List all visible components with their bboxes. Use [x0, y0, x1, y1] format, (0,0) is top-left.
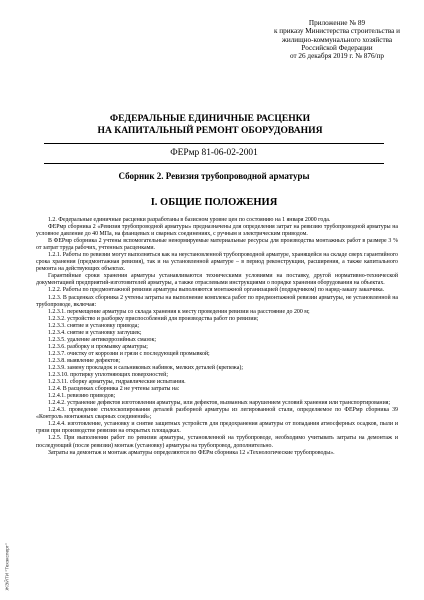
paragraph: В ФЕРмр сборника 2 учтены вспомогательные ненормируемые материальные ресурсы для производства монтажных работ в размере 3 % от затрат труда рабочих, учтенных расценками.: [36, 238, 398, 252]
divider-middle: [44, 163, 384, 164]
paragraph: Гарантийные сроки хранения арматуры устанавливаются техническими условиями на поставку, другой нормативно-технической документацией предприятий-изготовителей арматуры, а также отраслевыми инструкциями о порядке хранения оборудования на объектах.: [36, 273, 398, 287]
paragraph: 1.2.3.6. разборку и промывку арматуры;: [48, 343, 148, 350]
paragraph: 1.2.3.10. протирку уплотняющих поверхностей;: [48, 372, 168, 379]
paragraph: 1.2.4.1. ревизию приводов;: [48, 393, 116, 400]
paragraph: 1.2.3. В расценках сборника 2 учтены затраты на выполнение комплекса работ по предмонтажной ревизии арматуры, не установленной на трубопроводе, включая:: [36, 294, 398, 308]
paragraph: 1.2.3.7. очистку от коррозии и грязи с последующей промывкой;: [48, 350, 210, 357]
paragraph: 1.2.4. В расценках сборника 2 не учтены затраты на:: [48, 386, 180, 393]
paragraph: 1.2.3.5. удаление антикоррозийных смазок;: [48, 336, 156, 343]
side-watermark: [3, 505, 11, 595]
paragraph: ФЕРмр сборника 2 «Ревизия трубопроводной арматуры» предназначены для определения затрат на ревизию трубопроводной арматуры на условное давление до 40 МПа, на фланцевых и сварных соединениях, с ручным и электрическим приводом.: [36, 224, 398, 238]
appendix-line: к приказу Министерства строительства и: [273, 27, 400, 36]
document-code: ФЕРмр 81-06-02-2001: [170, 148, 258, 158]
appendix-line: Приложение № 89: [308, 19, 366, 27]
title-line-2: НА КАПИТАЛЬНЫЙ РЕМОНТ ОБОРУДОВАНИЯ: [97, 124, 323, 136]
paragraph: 1.2.1. Работы по ревизии могут выполняться как на неустановленной трубопроводной арматуре, хранящейся на складе сверх гарантийного срока хранения (предмонтажная ревизия), так и на установленной арматуре – в период реконструкции, расширения, а также капитального ремонта на действующих объектах.: [36, 252, 398, 273]
divider-top: [44, 143, 384, 144]
appendix-block: [262, 19, 412, 60]
paragraph: 1.2.4.4. изготовление, установку и снятие защитных устройств для предохранения арматуры от попадания атмосферных осадков, пыли и грязи при производстве ревизии на открытых площадках.: [36, 421, 398, 435]
paragraph: 1.2.3.1. перемещение арматуры со склада хранения к месту проведения ревизии на расстояние до 200 м;: [48, 308, 310, 315]
paragraph: 1.2.3.9. замену прокладок и сальниковых набивок, мелких деталей (крепежа);: [48, 364, 243, 371]
side-watermark-text: ЖЭЙТИ "Техэксперт": [5, 543, 11, 591]
paragraph: 1.2.2. Работы по предмонтажной ревизии арматуры выполняются монтажной организацией (подрядчиком) по наряд-заказу заказчика.: [48, 287, 385, 294]
collection-title: Сборник 2. Ревизия трубопроводной арматуры: [118, 171, 310, 181]
appendix-line: Российской Федерации: [301, 43, 373, 52]
appendix-line: от 26 декабря 2019 г. № 876/пр: [290, 52, 384, 61]
paragraph: Затраты на демонтаж и монтаж арматуры определяются по ФЕРм сборника 12 «Технологические трубопроводы».: [48, 449, 335, 456]
appendix-line: жилищно-коммунального хозяйства: [281, 35, 393, 44]
paragraph: 1.2.4.3. проведение стилоскопирования деталей разборной арматуры из легированной стали, определяемое по ФЕРмр сборника 39 «Контроль монтажных сварных соединений»;: [36, 407, 398, 421]
paragraph: 1.2.4.2. устранение дефектов изготовления арматуры, или дефектов, вызванных нарушением условий хранения или транспортирования;: [48, 400, 391, 407]
paragraph: 1.2.3.4. снятие и установку заглушек;: [48, 329, 142, 336]
document-title: [40, 113, 380, 136]
paragraph: 1.2.3.8. выявление дефектов;: [48, 357, 121, 364]
paragraph: 1.2.3.2. устройство и разборку приспособлений для производства работ по ревизии;: [48, 315, 259, 322]
title-line-1: ФЕДЕРАЛЬНЫЕ ЕДИНИЧНЫЕ РАСЦЕНКИ: [109, 113, 311, 124]
paragraph: 1.2.5. При выполнении работ по ревизии арматуры, установленной на трубопроводе, необходимо учитывать затраты на демонтаж и последующий (после ревизии) монтаж (установку) арматуры на трубопровод, дополнительно.: [36, 435, 398, 449]
section-heading: I. ОБЩИЕ ПОЛОЖЕНИЯ: [150, 197, 278, 208]
paragraph: 1.2.3.3. снятие и установку привода;: [48, 322, 139, 329]
body-text: [36, 217, 398, 457]
paragraph: 1.2. Федеральные единичные расценки разработаны в базисном уровне цен по состоянию на 1 января 2000 года.: [48, 217, 331, 223]
paragraph: 1.2.3.11. сборку арматуры, гидравлические испытания.: [48, 379, 186, 386]
